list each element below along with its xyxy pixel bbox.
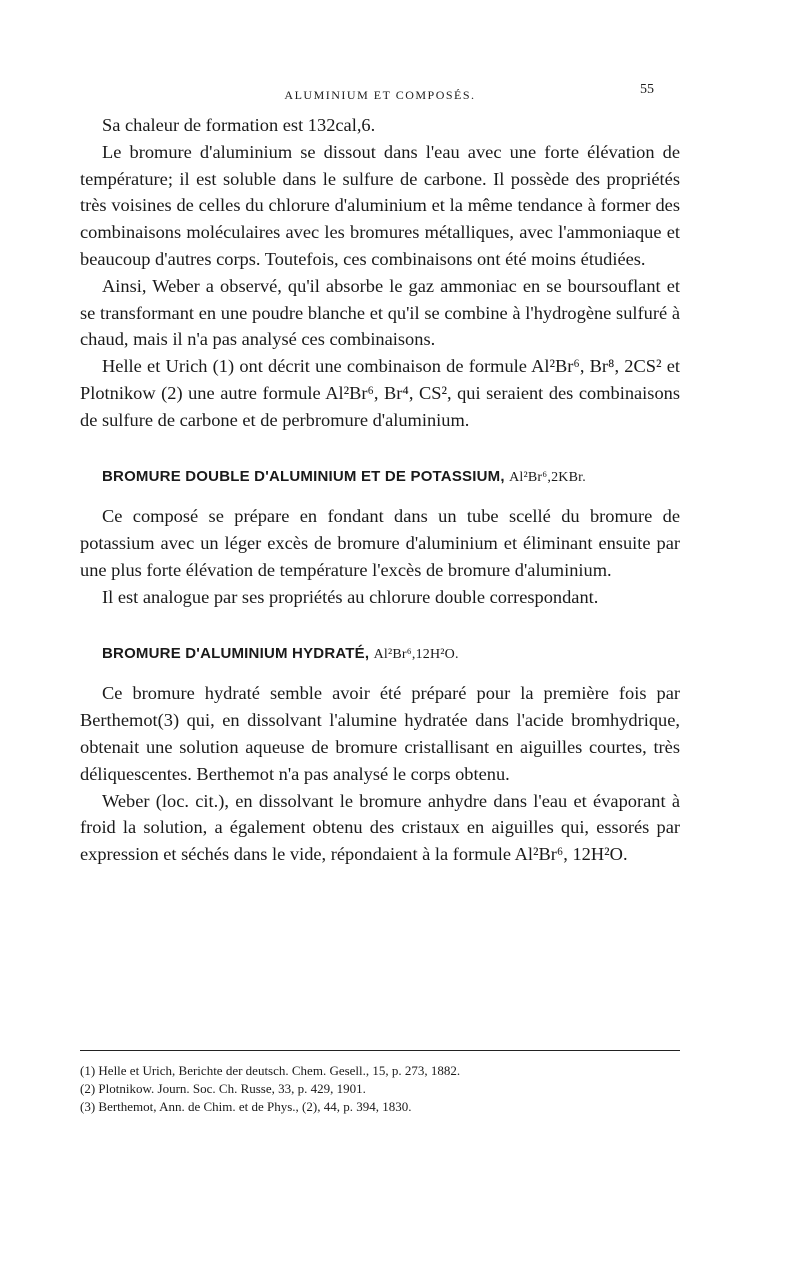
section-heading-double-bromide-title: BROMURE DOUBLE D'ALUMINIUM ET DE POTASSIUM, <box>102 467 505 485</box>
running-header: ALUMINIUM ET COMPOSÉS. <box>284 88 476 102</box>
section-heading-hydrated-bromide <box>80 641 680 669</box>
paragraph-weber-observation: Ainsi, Weber a observé, qu'il absorbe le gaz ammoniac en se boursouflant et se transformant en une poudre blanche et qu'il se combine à l'hydrogène sulfuré à chaud, mais il n'a pas analysé ces combinaisons. <box>80 275 680 350</box>
paragraph-double-bromide-preparation: Ce composé se prépare en fondant dans un tube scellé du bromure de potassium avec un léger excès de bromure d'aluminium et éliminant ensuite par une plus forte élévation de température l'excès de bromure d'aluminium. <box>80 506 680 580</box>
footnote-3: (3) Berthemot, Ann. de Chim. et de Phys., (2), 44, p. 394, 1830. <box>80 1099 412 1114</box>
footnote-2: (2) Plotnikow. Journ. Soc. Ch. Russe, 33, p. 429, 1901. <box>80 1081 366 1096</box>
paragraph-weber-hydrate: Weber (loc. cit.), en dissolvant le bromure anhydre dans l'eau et évaporant à froid la solution, a également obtenu des cristaux en aiguilles qui, essorés par expression et séchés dans le vide, répondaient à la formule Al²Br⁶, 12H²O. <box>80 790 680 865</box>
section-heading-double-bromide <box>80 464 680 492</box>
footnote-rule <box>80 1050 680 1051</box>
paragraph-helle-urich: Helle et Urich (1) ont décrit une combinaison de formule Al²Br⁶, Br⁸, 2CS² et Plotnikow (2) une autre formule Al²Br⁶, Br⁴, CS², qui seraient des combinaisons de sulfure de carbone et de perbromure d'aluminium. <box>80 356 680 430</box>
section-heading-hydrated-bromide-title: BROMURE D'ALUMINIUM HYDRATÉ, <box>102 644 370 662</box>
footnotes <box>80 1062 680 1116</box>
paragraph-double-bromide-analogy: Il est analogue par ses propriétés au chlorure double correspondant. <box>102 586 599 607</box>
paragraph-properties: Le bromure d'aluminium se dissout dans l'eau avec une forte élévation de température; il est soluble dans le sulfure de carbone. Il possède des propriétés très voisines de celles du chlorure d'aluminium et la même tendance à former des combinaisons moléculaires avec les bromures métalliques, avec l'ammoniaque et beaucoup d'autres corps. Toutefois, ces combinaisons ont été moins étudiées. <box>80 141 680 269</box>
section-heading-double-bromide-formula: Al²Br⁶,2KBr. <box>509 469 586 485</box>
section-heading-hydrated-bromide-formula: Al²Br⁶,12H²O. <box>373 646 459 662</box>
body-text <box>80 112 680 868</box>
paragraph-berthemot: Ce bromure hydraté semble avoir été préparé pour la première fois par Berthemot(3) qui, en dissolvant l'alumine hydratée dans l'acide bromhydrique, obtenait une solution aqueuse de bromure cristallisant en aiguilles courtes, très déliquescentes. Berthemot n'a pas analysé le corps obtenu. <box>80 683 680 784</box>
page-number: 55 <box>640 82 654 97</box>
footnote-1: (1) Helle et Urich, Berichte der deutsch. Chem. Gesell., 15, p. 273, 1882. <box>80 1063 461 1078</box>
paragraph-heat-of-formation: Sa chaleur de formation est 132cal,6. <box>102 115 376 135</box>
